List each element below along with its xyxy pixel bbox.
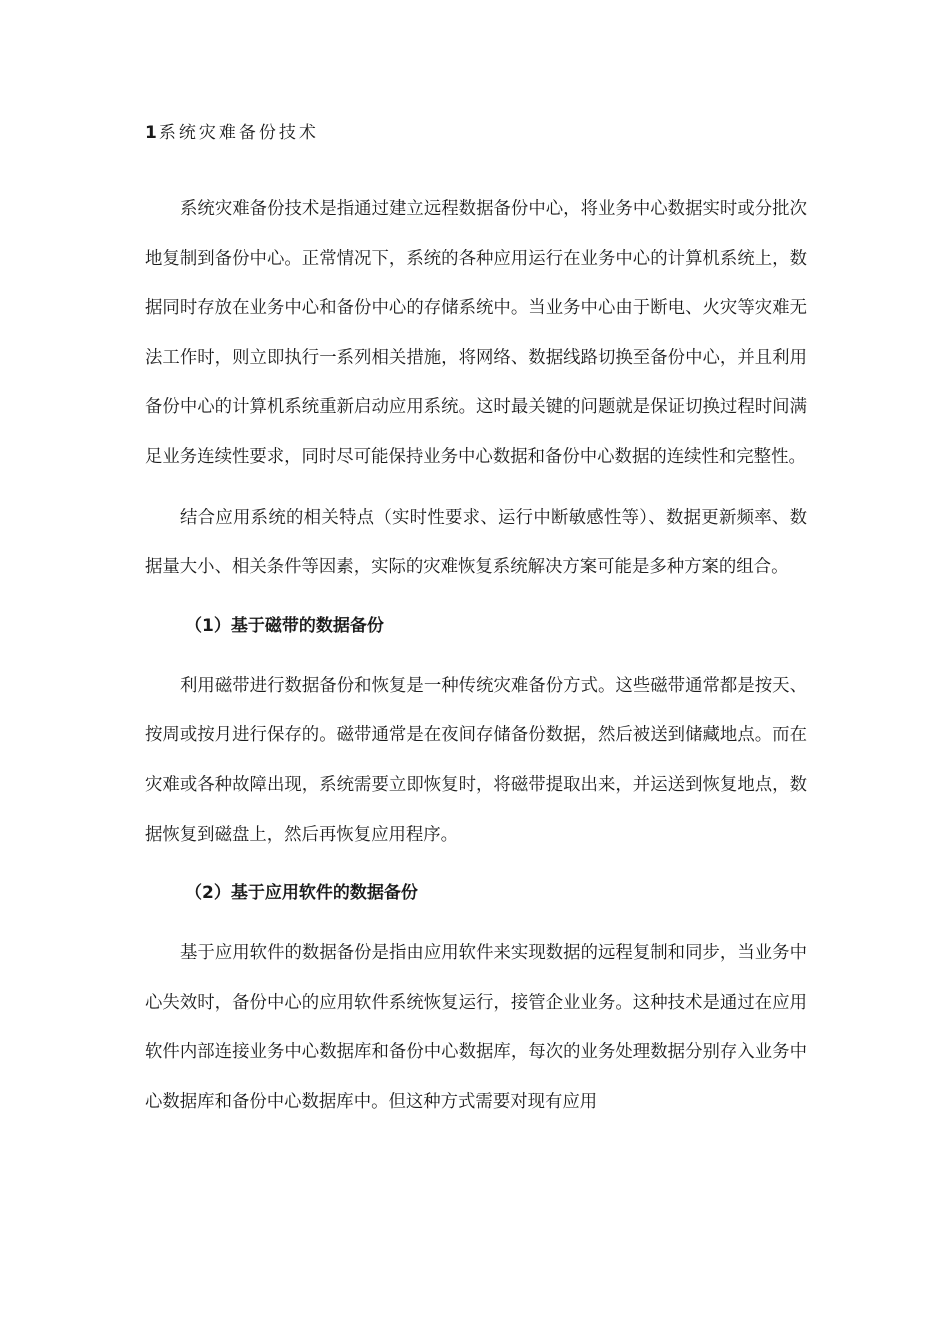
paragraph-software-backup: 基于应用软件的数据备份是指由应用软件来实现数据的远程复制和同步，当业务中心失效时，备份中心的应用软件系统恢复运行，接管企业业务。这种技术是通过在应用软件内部连接业务中心数据库和备份中心数据库，每次的业务处理数据分别存入业务中心数据库和备份中心数据库中。但这种方式需要对现有应用 (145, 943, 807, 1112)
subsection-heading-tape: （1）基于磁带的数据备份 (185, 615, 384, 636)
subsection-heading-software: （2）基于应用软件的数据备份 (185, 883, 418, 904)
section-heading (145, 118, 807, 143)
paragraph-intro: 系统灾难备份技术是指通过建立远程数据备份中心，将业务中心数据实时或分批次地复制到备份中心。正常情况下，系统的各种应用运行在业务中心的计算机系统上，数据同时存放在业务中心和备份中心的存储系统中。当业务中心由于断电、火灾等灾难无法工作时，则立即执行一系列相关措施，将网络、数据线路切换至备份中心，并且利用备份中心的计算机系统重新启动应用系统。这时最关键的问题就是保证切换过程时间满足业务连续性要求，同时尽可能保持业务中心数据和备份中心数据的连续性和完整性。 (145, 199, 807, 467)
section-title: 系统灾难备份技术 (158, 123, 319, 143)
paragraph-solutions: 结合应用系统的相关特点（实时性要求、运行中断敏感性等）、数据更新频率、数据量大小、相关条件等因素，实际的灾难恢复系统解决方案可能是多种方案的组合。 (145, 507, 807, 578)
paragraph-tape-backup: 利用磁带进行数据备份和恢复是一种传统灾难备份方式。这些磁带通常都是按天、按周或按月进行保存的。磁带通常是在夜间存储备份数据，然后被送到储藏地点。而在灾难或各种故障出现，系统需要立即恢复时，将磁带提取出来，并运送到恢复地点，数据恢复到磁盘上，然后再恢复应用程序。 (145, 675, 807, 845)
document-page (145, 118, 807, 1139)
section-number: 1 (145, 123, 157, 143)
